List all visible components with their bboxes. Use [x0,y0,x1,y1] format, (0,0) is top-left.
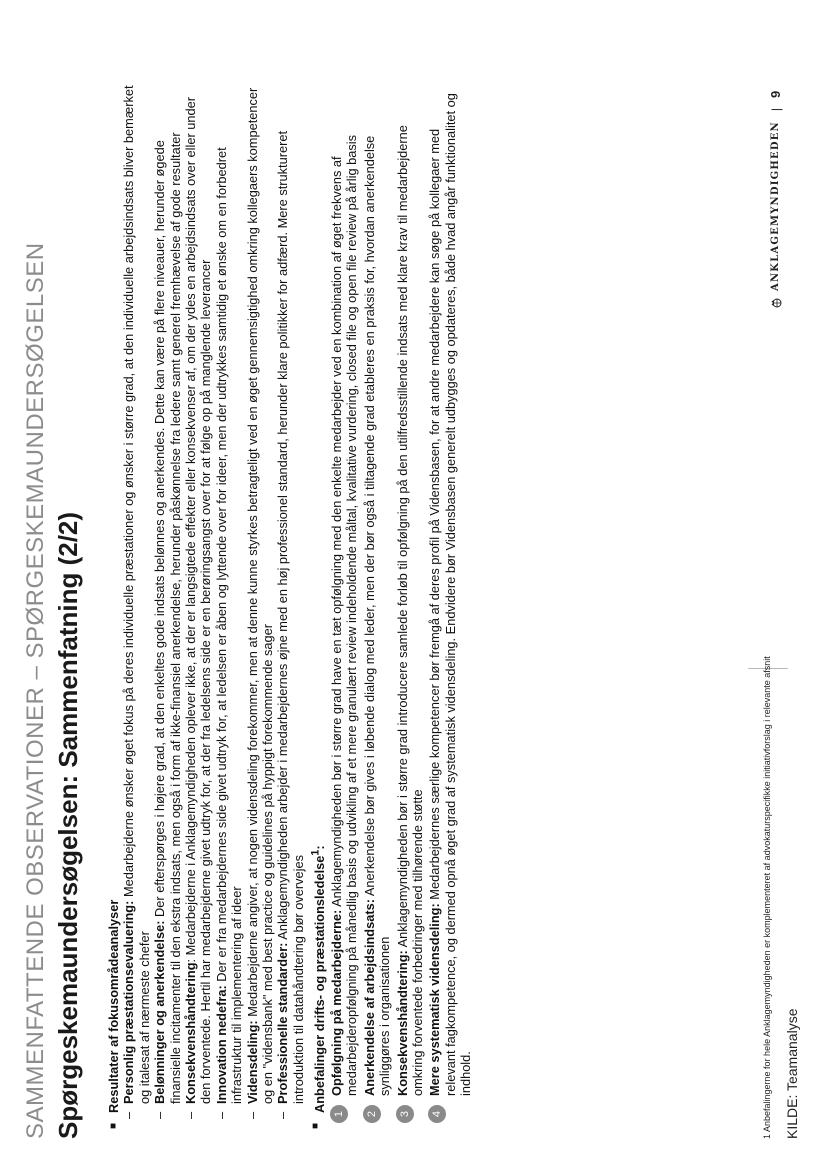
list-item [183,81,214,1131]
crown-logo-icon [770,297,782,309]
page-number: 9 [768,90,783,98]
item-text: Medarbejderne ønsker øget fokus på deres individuelle præstationer og ønsker i større grad, at den individuelle arbejdsindsats bliver bemærket og italesat af nærmeste chefer [121,85,152,1104]
page-separator: | [768,107,783,112]
list-item [121,81,152,1131]
item-text: Medarbejderne angiver, at nogen vidensdeling forekommer, men at denne kunne styrkes betragteligt ved en øget gennemsigtighed omkring kollegaers kompetencer og en "vidensbank" med best practice og guidelines på hyppigt forekommende sager [244,87,276,1104]
numbered-item [329,81,360,1131]
section-heading: Anbefalinger drifts- og præstationsledelse [311,855,327,1113]
item-text: Anerkendelse bør gives i løbende dialog med leder, men der bør også i tiltagende grad etableres en praksis for, hvordan anerkendelse synliggøres i organisationen [361,135,393,1096]
footnote-ref: 1 [309,849,322,856]
bullet-square-icon: ■ [108,1122,119,1129]
item-text: : Medarbejderne i Anklagemyndigheden oplever ikke, at der er langsigtede effekter eller konsekvenser af, om der ydes en arbejdsindsats over eller under den forventede. Hertil har medarbejderne givet udtryk for, at der fra ledelsens side er en berøringsangst over for at følge op på manglende leverancer [183,97,214,1104]
item-label: Personlig præstationsevaluering: [121,900,137,1104]
section-heading: Resultater af fokusområdeanalyser [106,899,121,1113]
list-item [214,81,245,1131]
section-supertitle: SAMMENFATTENDE OBSERVATIONER – SPØRGESKEMAUNDERSØGELSEN [22,242,49,1139]
footer-logo [768,91,783,309]
number-badge: 2 [363,1105,381,1123]
item-text: Der er fra medarbejdernes side givet udtryk for, at ledelsen er åben og lyttende over for ideer, men der udtrykkes samtidig et ønske om en forbedret infrastruktur til implementering af ideer [213,147,245,1104]
item-text: Medarbejdernes særlige kompetencer bør fremgå af deres profil på Vidensbasen, for at andre medarbejdere kan søge på kollegaer med relevant fagkompetence, og dermed opnå øget grad af systematisk vidensdeling. Endvidere bør Vidensbasen generelt udbygges og opdateres, både hvad angår funktionalitet og indhold. [427,93,474,1096]
item-text: Anklagemyndigheden bør i større grad have en tæt opfølgning med den enkelte medarbejder ved en kombination af øget frekvens af medarbejderopfølgning på månedlig basis og udvikling af et mere granulært review indeholdende måltal, kvalitative vurdering, closed file og open file review på årlig basis [328,134,360,1096]
numbered-item [395,81,426,1131]
bullet-square-icon: ■ [310,1122,322,1129]
dash-icon: – [275,1111,291,1119]
list-item [245,81,276,1131]
dash-icon: – [121,1111,137,1119]
list-item [152,81,183,1131]
item-text: Anklagemyndigheden bør i større grad introducere samlede forløb til opfølgning på den utilfredsstillende indsats med klare krav til medarbejderne omkring forventede forbedringer med tilhørende støtte [394,125,425,1096]
footnote: 1 Anbefalingerne for hele Anklagemyndigheden er komplementeret af advokaturspecifikke initiativforslag i relevante afsnit [762,656,772,1139]
number-badge: 3 [396,1105,414,1123]
item-label: Mere systematisk vidensdeling: [427,903,443,1096]
dash-icon: – [213,1111,229,1119]
item-label: Konsekvenshåndtering: [394,950,410,1096]
section-results [106,81,121,1131]
number-badge: 1 [330,1105,348,1123]
item-label: Konsekvenshåndtering [183,962,199,1104]
page-title: Spørgeskemaundersøgelsen: Sammenfatning (2/2) [53,511,83,1139]
item-label: Professionelle standarder: [275,942,291,1104]
logo-text: ANKLAGEMYNDIGHEDEN [770,121,781,291]
item-label: Belønninger og anerkendelse: [152,920,168,1104]
source-label: KILDE: Teamanalyse [784,1008,800,1139]
item-text: Der efterspørges i højere grad, at den enkeltes gode indsats belønnes og anerkendes. Dette kan være på flere niveauer, herunder øgede finansielle incitamenter til den ekstra indsats, men også i form af ikke-finansiel anerkendelse, herunder påskønnelse fra ledere samt generel fremhævelse af gode resultater [152,132,183,1104]
dash-icon: – [152,1111,168,1119]
heading-colon: : [311,845,327,850]
slide-body [104,81,474,1131]
item-label: Anerkendelse af arbejdsindsats: [361,898,377,1096]
number-badge: 4 [428,1105,446,1123]
section-recommendations [308,81,327,1131]
item-label: Opfølgning på medarbejderne: [328,909,344,1096]
dash-icon: – [244,1111,260,1119]
item-label: Vidensdeling: [244,1020,260,1104]
numbered-item [362,81,393,1131]
numbered-item [427,81,473,1131]
list-item [275,81,306,1131]
item-text: Anklagemyndigheden arbejder i medarbejdernes øjne med en høj professionel standard, herunder klare politikker for adfærd. Mere struktureret introduktion til datahåndtering bør overvejes [275,130,306,1104]
dash-icon: – [183,1111,199,1119]
item-label: Innovation nedefra: [213,985,229,1104]
